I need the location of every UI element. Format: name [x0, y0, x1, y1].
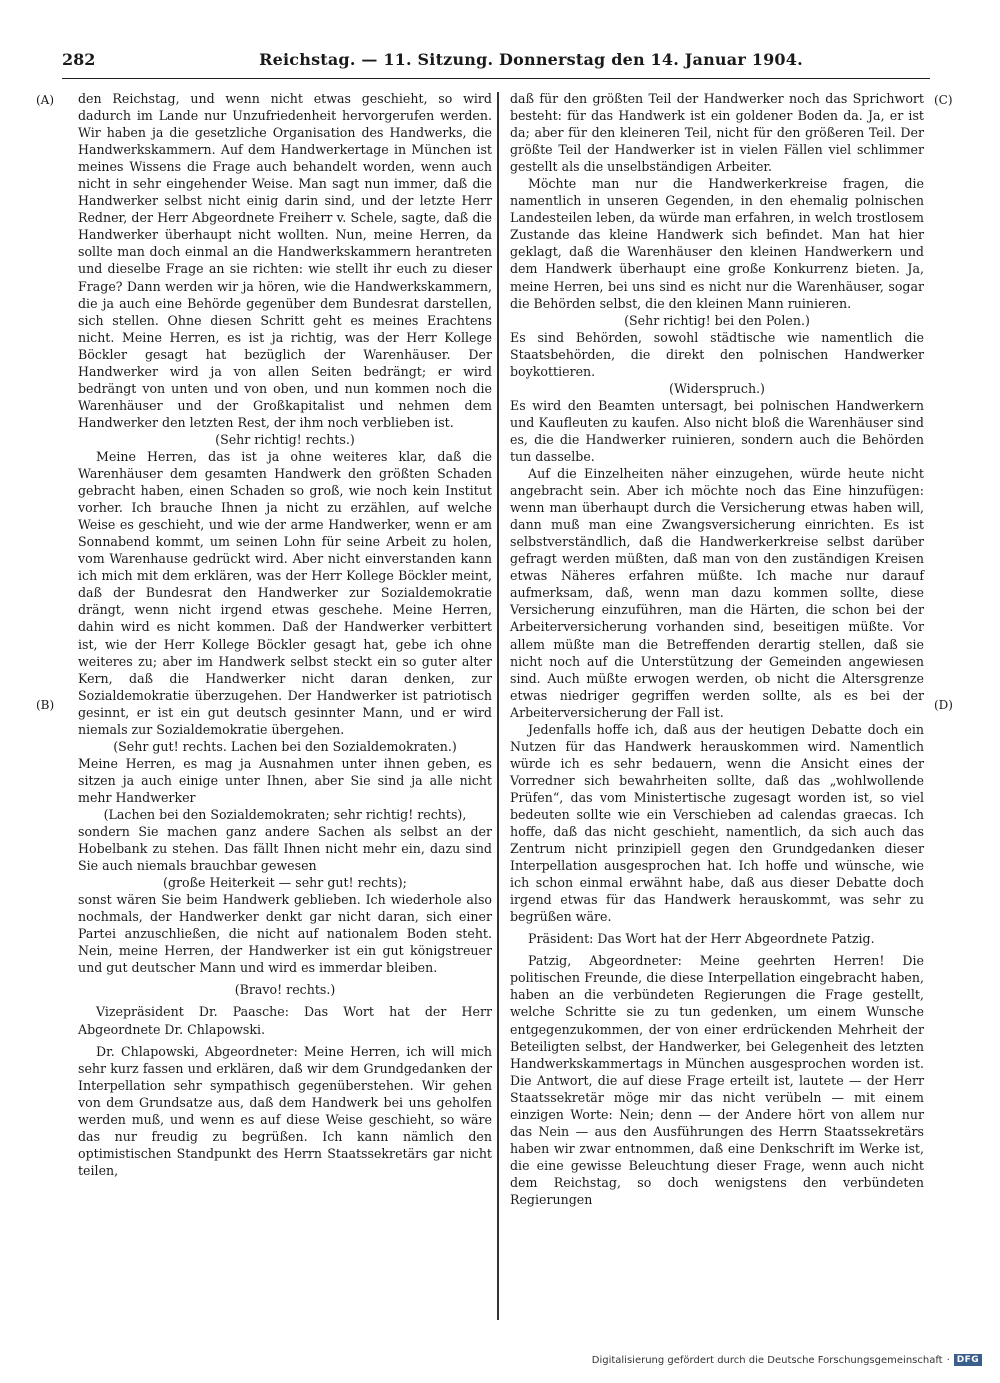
paragraph: sondern Sie machen ganz andere Sachen als selbst an der Hobelbank zu stehen. Das fällt Ihnen nicht mehr ein, dazu sind Sie auch niemals brauchbar gewesen [78, 824, 492, 874]
right-column [510, 90, 924, 1208]
speech-paragraph: Dr. Chlapowski, Abgeordneter: Meine Herren, ich will mich sehr kurz fassen und erklären, daß wir dem Grundgedanken der Interpellation sehr sympathisch gegenüberstehen. Wir gehen von dem Grundsatze aus, daß dem Handwerk bei uns geholfen werden muß, und wenn es auf diese Weise geschieht, so wäre das nur freudig zu begrüßen. Ich kann nämlich den optimistischen Standpunkt des Herrn Staatssekretärs gar nicht teilen, [78, 1043, 492, 1178]
digitization-credit [592, 1351, 982, 1369]
paragraph: den Reichstag, und wenn nicht etwas geschieht, so wird dadurch im Lande nur Unzufriedenheit hervorgerufen werden. Wir haben ja die gesetzliche Organisation des Handwerks, die Handwerkskammern. Auf dem Handwerkertage in München ist meines Wissens die Frage auch behandelt worden, wenn auch nicht in sehr eingehender Weise. Man sagt nun immer, daß die Handwerker selbst nicht einig darin sind, und der letzte Herr Redner, der Herr Abgeordnete Freiherr v. Schele, sagte, daß die Handwerker überhaupt nicht wollten. Nun, meine Herren, da sollte man doch einmal an die Handwerkskammern herantreten und dieselbe Frage an sie richten: wie stellt ihr euch zu dieser Frage? Dann werden wir ja hören, wie die Handwerkskammern, die ja auch eine Behörde gegenüber dem Bundesrat darstellen, sich stellen. Ohne diesen Schritt geht es meines Erachtens nicht. Meine Herren, es ist ja richtig, was der Herr Kollege Böckler gesagt hat bezüglich der Warenhäuser. Der Handwerker wird ja von allen Seiten bedrängt; er wird bedrängt von unten und von oben, und nun kommen noch die Warenhäuser und der Großkapitalist und nehmen dem Handwerker den letzten Rest, der ihm noch verblieben ist. [78, 91, 492, 430]
credit-text: Digitalisierung gefördert durch die Deutsche Forschungsgemeinschaft [591, 1354, 943, 1366]
dfg-logo: DFG [954, 1354, 982, 1366]
interjection: (große Heiterkeit — sehr gut! rechts); [163, 875, 407, 891]
margin-marker-d: (D) [934, 698, 953, 712]
interjection: (Sehr gut! rechts. Lachen bei den Sozialdemokraten.) [113, 738, 457, 754]
paragraph: sonst wären Sie beim Handwerk geblieben. Ich wiederhole also nochmals, der Handwerker denkt gar nicht daran, sich einer Partei anzuschließen, die nicht auf nationalem Boden steht. Nein, meine Herren, der Handwerker ist ein gut königstreuer und gut deutscher Mann und wird es immerdar bleiben. [78, 892, 492, 976]
credit-separator: · [946, 1354, 950, 1366]
interjection: (Sehr richtig! bei den Polen.) [624, 312, 810, 328]
page-header [62, 44, 930, 79]
speaker-announcement: Präsident: Das Wort hat der Herr Abgeordnete Patzig. [528, 931, 875, 947]
paragraph: Meine Herren, es mag ja Ausnahmen unter ihnen geben, es sitzen ja auch einige unter Ihnen, aber Sie sind ja alle nicht mehr Handwerker [78, 755, 492, 805]
paragraph: Es sind Behörden, sowohl städtische wie namentlich die Staatsbehörden, die direkt den polnischen Handwerker boykottieren. [510, 329, 924, 379]
paragraph: daß für den größten Teil der Handwerker noch das Sprichwort besteht: für das Handwerk ist ein goldener Boden da. Ja, er ist da; aber für den kleineren Teil, nicht für den größeren Teil. Der größte Teil der Handwerker ist in vielen Fällen viel schlimmer gestellt als die unselbständigen Arbeiter. [510, 91, 924, 175]
interjection: (Bravo! rechts.) [234, 982, 336, 998]
speaker-announcement: Vizepräsident Dr. Paasche: Das Wort hat der Herr Abgeordnete Dr. Chlapowski. [78, 1004, 492, 1037]
speech-paragraph: Patzig, Abgeordneter: Meine geehrten Herren! Die politischen Freunde, die diese Interpellation eingebracht haben, haben an die verbündeten Regierungen die Frage gestellt, welche Schritte sie zu tun gedenken, um einem Wunsche entgegenzukommen, der von einer erdrückenden Mehrheit der Beteiligten selbst, der Handwerker, bei Gelegenheit des letzten Handwerkskammertags in München ausgesprochen worden ist. Die Antwort, die auf diese Frage erteilt ist, lautete — der Herr Staatssekretär möge mir das nicht verübeln — mit einem einzigen Worte: Nein; denn — der Andere hört von allem nur das Nein — aus den Ausführungen des Herrn Staatssekretärs haben wir zwar entnommen, daß eine Denkschrift im Werke ist, die eine gewisse Beleuchtung dieser Frage, wenn auch nicht dem Reichstag, so doch wenigstens den verbündeten Regierungen [510, 953, 924, 1207]
left-column [78, 90, 492, 1179]
paragraph: Es wird den Beamten untersagt, bei polnischen Handwerkern und Kaufleuten zu kaufen. Also nicht bloß die Warenhäuser sind es, die die Handwerker ruinieren, sondern auch die Behörden tun dasselbe. [510, 397, 924, 464]
paragraph: Jedenfalls hoffe ich, daß aus der heutigen Debatte doch ein Nutzen für das Handwerk herauskommen wird. Namentlich würde ich es sehr bedauern, wenn die Ansicht eines der Vorredner sich bewahrheiten sollte, daß das „wohlwollende Prüfen“, das vom Ministertische zugesagt worden ist, so viel bedeuten sollte wie ein Verschieben ad calendas graecas. Ich hoffe, daß das nicht geschieht, namentlich, da sich auch das Zentrum nicht prinzipiell gegen den Grundgedanken dieser Interpellation ausgesprochen hat. Ich hoffe und wünsche, wie ich schon einmal erwähnt habe, daß aus dieser Debatte doch irgend etwas für das Handwerk herauskommt, was sehr zu begrüßen wäre. [510, 721, 924, 925]
margin-marker-c: (C) [934, 93, 953, 107]
paragraph: Auf die Einzelheiten näher einzugehen, würde heute nicht angebracht sein. Aber ich möchte noch das Eine hinzufügen: wenn man überhaupt durch die Versicherung etwas haben will, dann muß man eine Zwangsversicherung einrichten. Es ist selbstverständlich, daß die Handwerkerkreise selbst darüber gefragt werden müßten, daß man von den zuständigen Kreisen etwas Näheres erfahren müßte. Ich mache nur darauf aufmerksam, daß, wenn man dazu kommen sollte, diese Versicherung einzuführen, man die Härten, die schon bei der Arbeiterversicherung vorhanden sind, beseitigen müßte. Vor allem müßte man die Betreffenden derartig stellen, daß sie nicht noch auf die Unterstützung der Gemeinden angewiesen sind. Auch müßte erwogen werden, ob nicht die Altersgrenze etwas niedriger gegriffen werden sollte, als es bei der Arbeiterversicherung der Fall ist. [510, 466, 924, 720]
margin-marker-a: (A) [36, 93, 55, 107]
page-number: 282 [62, 50, 96, 69]
interjection: (Sehr richtig! rechts.) [215, 431, 355, 447]
interjection: (Lachen bei den Sozialdemokraten; sehr richtig! rechts), [103, 806, 467, 822]
interjection: (Widerspruch.) [669, 380, 765, 396]
running-title: Reichstag. — 11. Sitzung. Donnerstag den 14. Januar 1904. [259, 50, 803, 69]
paragraph: Meine Herren, das ist ja ohne weiteres klar, daß die Warenhäuser dem gesamten Handwerk den größten Schaden gebracht haben, einen Schaden so groß, wie noch kein Institut vorher. Ich brauche Ihnen ja nicht zu erzählen, auf welche Weise es geschieht, und wie der arme Handwerker, wenn er am Sonnabend kommt, um seinen Lohn für seine Arbeit zu holen, vom Warenhause gedrückt wird. Aber nicht einverstanden kann ich mich mit dem erklären, was der Herr Kollege Böckler meint, daß der Bundesrat den Handwerker zur Sozialdemokratie drängt, wenn nicht irgend etwas geschehe. Meine Herren, dahin wird es nicht kommen. Daß der Handwerker verbittert ist, wie der Herr Kollege Böckler gesagt hat, gebe ich ohne weiteres zu; aber im Handwerk selbst steckt ein so guter alter Kern, daß die Handwerker nicht daran denken, zur Sozialdemokratie überzugehen. Der Handwerker ist patriotisch gesinnt, er ist ein gut deutsch gesinnter Mann, und er wird niemals zur Sozialdemokratie übergehen. [78, 448, 492, 737]
column-rule [497, 92, 499, 1320]
margin-marker-b: (B) [36, 698, 55, 712]
paragraph: Möchte man nur die Handwerkerkreise fragen, die namentlich in unseren Gegenden, in den ehemalig polnischen Landesteilen leben, da würde man erfahren, in welch trostlosem Zustande das kleine Handwerk sich befindet. Man hat hier geklagt, daß die Warenhäuser den kleinen Handwerkern und dem Handwerk überhaupt eine große Konkurrenz bieten. Ja, meine Herren, bei uns sind es nicht nur die Warenhäuser, sogar die Behörden selbst, die den kleinen Mann ruinieren. [510, 176, 924, 311]
